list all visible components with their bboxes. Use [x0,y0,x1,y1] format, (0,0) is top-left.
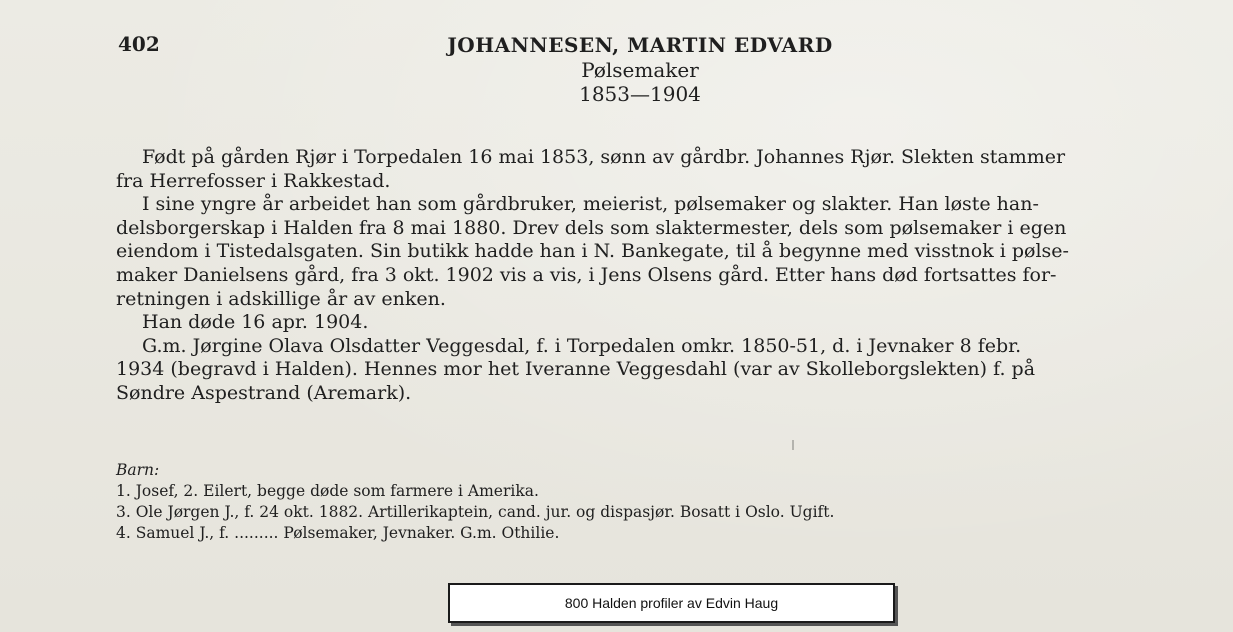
text-line: G.m. Jørgine Olava Olsdatter Veggesdal, f. i Torpedalen omkr. 1850-51, d. i Jevnaker 8 febr. [142,334,1022,357]
text-line: eiendom i Tistedalsgaten. Sin butikk hadde han i N. Bankegate, til å begynne med visstnok i pølse- [116,240,1069,263]
text-line: fra Herrefosser i Rakkestad. [116,169,391,192]
person-name: JOHANNESEN, MARTIN EDVARD [447,33,833,57]
list-item: 1. Josef, 2. Eilert, begge døde som farmere i Amerika. [116,482,539,500]
text-line: maker Danielsens gård, fra 3 okt. 1902 vis a vis, i Jens Olsens gård. Etter hans død fortsattes for- [116,263,1057,286]
list-item: 3. Ole Jørgen J., f. 24 okt. 1882. Artillerikaptein, cand. jur. og dispasjør. Bosatt i Oslo. Ugift. [116,503,835,521]
paper-speck [792,440,794,450]
text-line: 1934 (begravd i Halden). Hennes mor het Iveranne Veggesdahl (var av Skolleborgslekten) f. på [116,358,1036,381]
source-caption-box [448,583,895,623]
text-line: Han døde 16 apr. 1904. [142,311,369,334]
source-caption: 800 Halden profiler av Edvin Haug [564,595,779,611]
list-item: 4. Samuel J., f. ......... Pølsemaker, Jevnaker. G.m. Othilie. [116,524,560,542]
entry-header [380,32,900,106]
text-line: Søndre Aspestrand (Aremark). [116,381,412,404]
text-line: delsborgerskap i Halden fra 8 mai 1880. Drev dels som slaktermester, dels som pølsemaker i egen [116,216,1067,239]
text-line: I sine yngre år arbeidet han som gårdbruker, meierist, pølsemaker og slakter. Han løste han- [142,193,1039,216]
text-line: retningen i adskillige år av enken. [116,287,446,310]
person-years: 1853—1904 [579,82,701,106]
children-section [116,460,1116,544]
text-line: Født på gården Rjør i Torpedalen 16 mai 1853, sønn av gårdbr. Johannes Rjør. Slekten stammer [142,146,1066,168]
page-number: 402 [118,32,160,56]
children-heading: Barn: [116,461,160,479]
person-profession: Pølsemaker [581,58,699,82]
biography-text [116,146,1206,406]
